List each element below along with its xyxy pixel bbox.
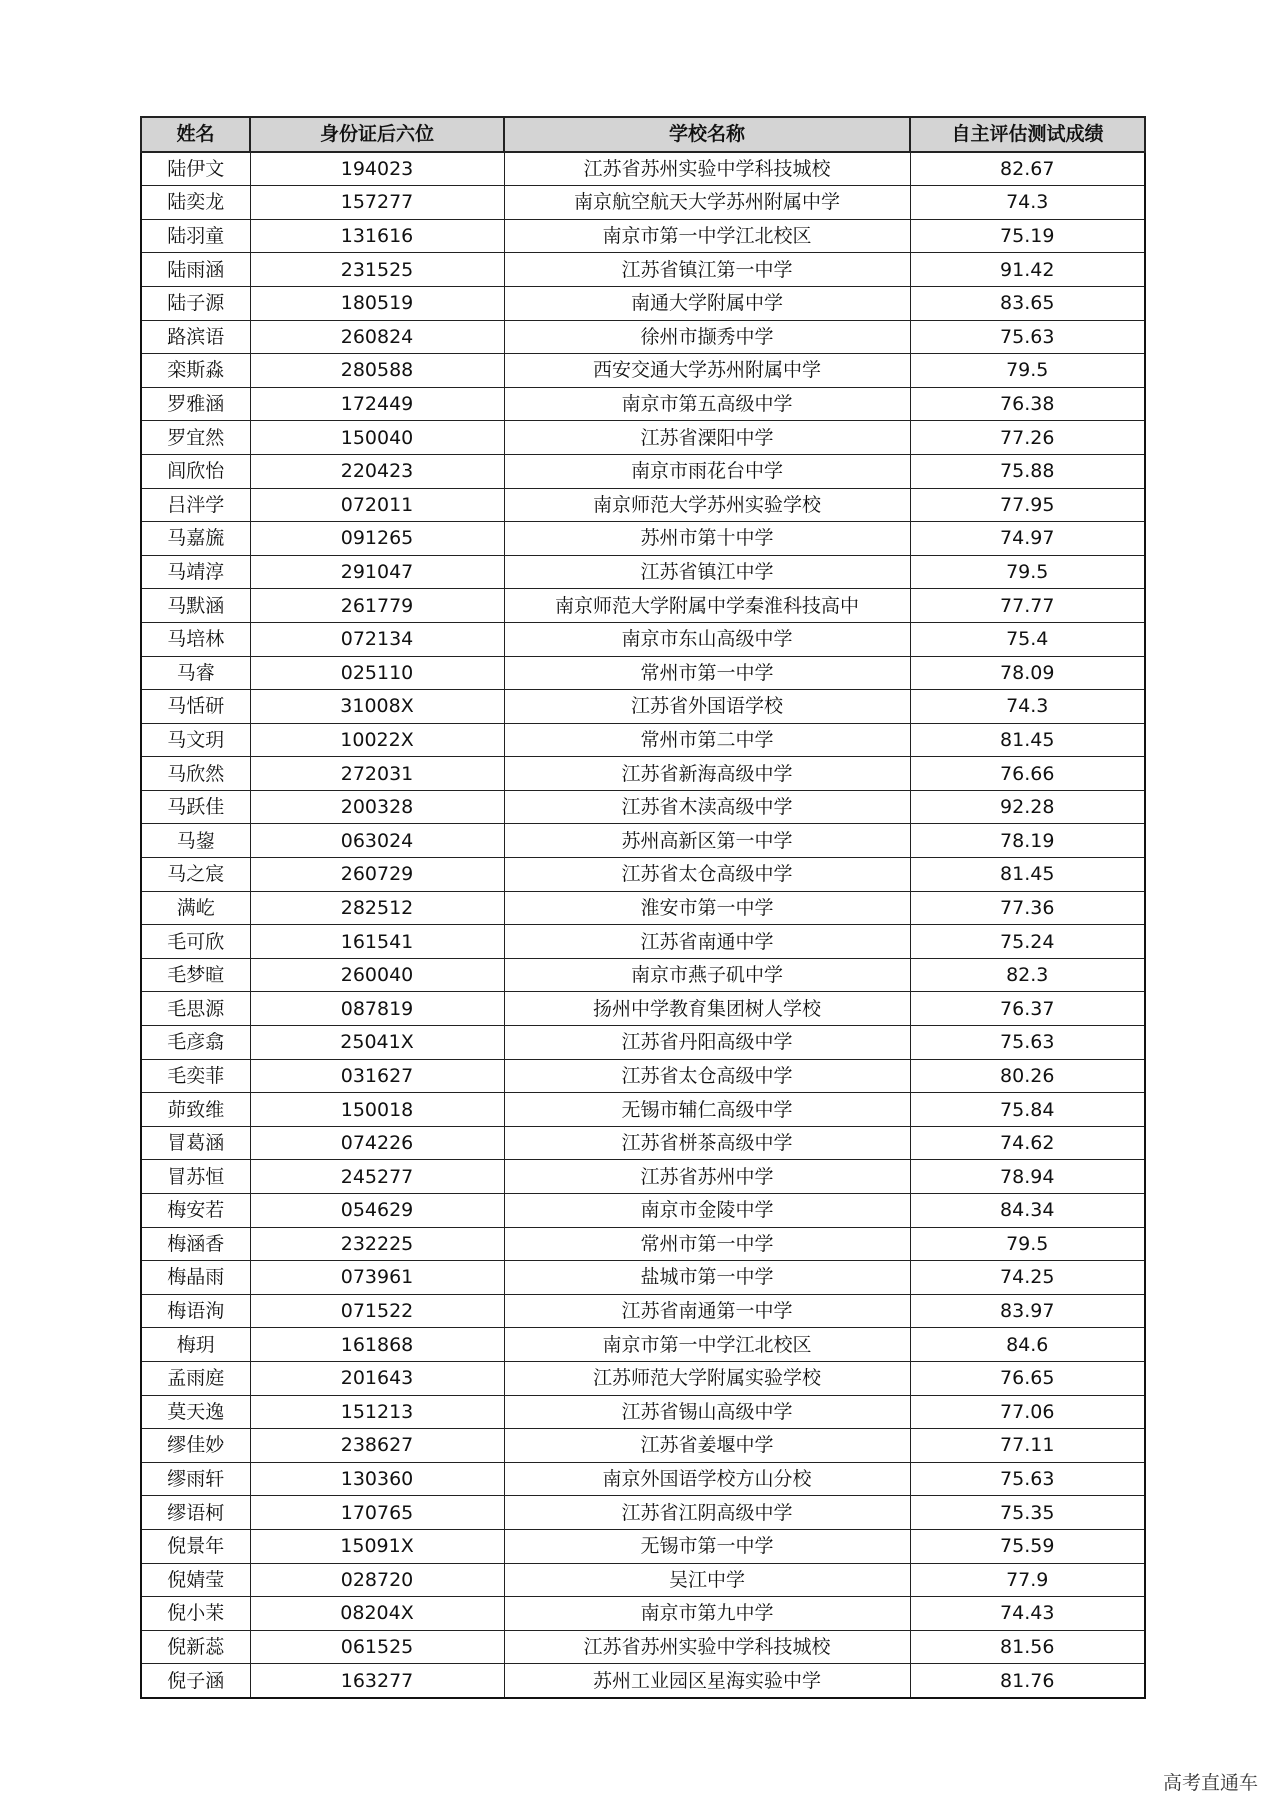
cell-id-last6: 260040 <box>250 958 504 992</box>
cell-school: 江苏省外国语学校 <box>504 690 910 724</box>
table-row <box>141 488 1145 522</box>
cell-id-last6: 15091X <box>250 1529 504 1563</box>
cell-school: 无锡市辅仁高级中学 <box>504 1093 910 1127</box>
cell-name: 倪新蕊 <box>141 1630 250 1664</box>
cell-name: 毛思源 <box>141 992 250 1026</box>
table-row <box>141 421 1145 455</box>
cell-id-last6: 201643 <box>250 1361 504 1395</box>
cell-id-last6: 161541 <box>250 925 504 959</box>
cell-score: 74.3 <box>910 186 1145 220</box>
cell-name: 闾欣怡 <box>141 454 250 488</box>
cell-score: 77.11 <box>910 1429 1145 1463</box>
table-row <box>141 152 1145 186</box>
cell-id-last6: 260729 <box>250 858 504 892</box>
cell-id-last6: 061525 <box>250 1630 504 1664</box>
cell-id-last6: 031627 <box>250 1059 504 1093</box>
cell-school: 苏州市第十中学 <box>504 522 910 556</box>
cell-score: 81.45 <box>910 723 1145 757</box>
cell-school: 南京师范大学苏州实验学校 <box>504 488 910 522</box>
cell-id-last6: 261779 <box>250 589 504 623</box>
table-row <box>141 186 1145 220</box>
cell-score: 77.77 <box>910 589 1145 623</box>
cell-id-last6: 194023 <box>250 152 504 186</box>
table-row <box>141 1529 1145 1563</box>
cell-name: 马跃佳 <box>141 790 250 824</box>
cell-school: 苏州工业园区星海实验中学 <box>504 1664 910 1698</box>
cell-name: 陆子源 <box>141 286 250 320</box>
table-row <box>141 1194 1145 1228</box>
cell-id-last6: 238627 <box>250 1429 504 1463</box>
cell-score: 77.06 <box>910 1395 1145 1429</box>
cell-school: 江苏省姜堰中学 <box>504 1429 910 1463</box>
table-row <box>141 790 1145 824</box>
cell-score: 81.45 <box>910 858 1145 892</box>
cell-school: 江苏省丹阳高级中学 <box>504 1026 910 1060</box>
cell-school: 江苏省太仓高级中学 <box>504 858 910 892</box>
cell-name: 马文玥 <box>141 723 250 757</box>
table-row <box>141 1294 1145 1328</box>
cell-name: 倪景年 <box>141 1529 250 1563</box>
cell-score: 74.43 <box>910 1597 1145 1631</box>
cell-score: 74.3 <box>910 690 1145 724</box>
cell-school: 常州市第二中学 <box>504 723 910 757</box>
cell-id-last6: 170765 <box>250 1496 504 1530</box>
table-row <box>141 1630 1145 1664</box>
cell-id-last6: 131616 <box>250 219 504 253</box>
cell-score: 81.76 <box>910 1664 1145 1698</box>
cell-id-last6: 130360 <box>250 1462 504 1496</box>
cell-score: 75.63 <box>910 1026 1145 1060</box>
table-row <box>141 522 1145 556</box>
cell-id-last6: 200328 <box>250 790 504 824</box>
table-row <box>141 958 1145 992</box>
cell-id-last6: 272031 <box>250 757 504 791</box>
cell-school: 扬州中学教育集团树人学校 <box>504 992 910 1026</box>
header-id-last6: 身份证后六位 <box>250 117 504 152</box>
cell-id-last6: 054629 <box>250 1194 504 1228</box>
cell-score: 74.25 <box>910 1261 1145 1295</box>
cell-school: 南京市第一中学江北校区 <box>504 1328 910 1362</box>
cell-score: 80.26 <box>910 1059 1145 1093</box>
table-row <box>141 622 1145 656</box>
cell-id-last6: 280588 <box>250 354 504 388</box>
table-row <box>141 454 1145 488</box>
cell-school: 江苏省苏州实验中学科技城校 <box>504 152 910 186</box>
cell-name: 梅语洵 <box>141 1294 250 1328</box>
cell-score: 81.56 <box>910 1630 1145 1664</box>
cell-score: 76.38 <box>910 387 1145 421</box>
cell-name: 梅涵香 <box>141 1227 250 1261</box>
table-row <box>141 1395 1145 1429</box>
cell-id-last6: 260824 <box>250 320 504 354</box>
cell-id-last6: 028720 <box>250 1563 504 1597</box>
cell-school: 盐城市第一中学 <box>504 1261 910 1295</box>
cell-name: 马之宸 <box>141 858 250 892</box>
cell-score: 78.19 <box>910 824 1145 858</box>
cell-id-last6: 087819 <box>250 992 504 1026</box>
cell-name: 缪佳妙 <box>141 1429 250 1463</box>
cell-id-last6: 245277 <box>250 1160 504 1194</box>
table-row <box>141 1227 1145 1261</box>
cell-name: 缪雨轩 <box>141 1462 250 1496</box>
cell-name: 马靖淳 <box>141 555 250 589</box>
cell-score: 92.28 <box>910 790 1145 824</box>
cell-score: 75.4 <box>910 622 1145 656</box>
table-row <box>141 1093 1145 1127</box>
table-row <box>141 286 1145 320</box>
cell-score: 79.5 <box>910 1227 1145 1261</box>
table-row <box>141 1563 1145 1597</box>
cell-id-last6: 071522 <box>250 1294 504 1328</box>
cell-school: 江苏省溧阳中学 <box>504 421 910 455</box>
cell-school: 徐州市撷秀中学 <box>504 320 910 354</box>
table-row <box>141 891 1145 925</box>
table-row <box>141 1328 1145 1362</box>
table-row <box>141 656 1145 690</box>
cell-id-last6: 08204X <box>250 1597 504 1631</box>
table-row <box>141 1462 1145 1496</box>
cell-school: 南京航空航天大学苏州附属中学 <box>504 186 910 220</box>
table-row <box>141 1261 1145 1295</box>
cell-name: 冒葛涵 <box>141 1126 250 1160</box>
cell-id-last6: 157277 <box>250 186 504 220</box>
table-row <box>141 1160 1145 1194</box>
cell-name: 马欣然 <box>141 757 250 791</box>
cell-id-last6: 072134 <box>250 622 504 656</box>
table-row <box>141 824 1145 858</box>
cell-name: 栾斯淼 <box>141 354 250 388</box>
cell-school: 江苏省锡山高级中学 <box>504 1395 910 1429</box>
cell-school: 南京市第一中学江北校区 <box>504 219 910 253</box>
cell-id-last6: 232225 <box>250 1227 504 1261</box>
cell-name: 马默涵 <box>141 589 250 623</box>
cell-name: 毛奕菲 <box>141 1059 250 1093</box>
cell-score: 76.65 <box>910 1361 1145 1395</box>
cell-school: 无锡市第一中学 <box>504 1529 910 1563</box>
cell-school: 南京市东山高级中学 <box>504 622 910 656</box>
cell-school: 南京市雨花台中学 <box>504 454 910 488</box>
table-row <box>141 757 1145 791</box>
table-row <box>141 589 1145 623</box>
cell-school: 江苏省镇江中学 <box>504 555 910 589</box>
cell-name: 马嘉旒 <box>141 522 250 556</box>
cell-name: 罗宜然 <box>141 421 250 455</box>
cell-score: 83.97 <box>910 1294 1145 1328</box>
cell-school: 淮安市第一中学 <box>504 891 910 925</box>
table-row <box>141 320 1145 354</box>
table-row <box>141 690 1145 724</box>
cell-id-last6: 25041X <box>250 1026 504 1060</box>
cell-score: 74.97 <box>910 522 1145 556</box>
table-row <box>141 723 1145 757</box>
cell-school: 江苏省新海高级中学 <box>504 757 910 791</box>
cell-school: 西安交通大学苏州附属中学 <box>504 354 910 388</box>
cell-school: 南京市燕子矶中学 <box>504 958 910 992</box>
cell-score: 75.24 <box>910 925 1145 959</box>
cell-score: 77.36 <box>910 891 1145 925</box>
cell-name: 冒苏恒 <box>141 1160 250 1194</box>
cell-school: 江苏省苏州中学 <box>504 1160 910 1194</box>
cell-name: 马培林 <box>141 622 250 656</box>
header-name: 姓名 <box>141 117 250 152</box>
cell-id-last6: 073961 <box>250 1261 504 1295</box>
cell-score: 75.19 <box>910 219 1145 253</box>
table-row <box>141 1429 1145 1463</box>
cell-school: 江苏师范大学附属实验学校 <box>504 1361 910 1395</box>
cell-name: 梅安若 <box>141 1194 250 1228</box>
cell-school: 常州市第一中学 <box>504 1227 910 1261</box>
table-row <box>141 925 1145 959</box>
cell-name: 路滨语 <box>141 320 250 354</box>
cell-name: 缪语柯 <box>141 1496 250 1530</box>
cell-name: 毛彦翕 <box>141 1026 250 1060</box>
table-row <box>141 219 1145 253</box>
table-row <box>141 858 1145 892</box>
table-row <box>141 1664 1145 1698</box>
cell-id-last6: 231525 <box>250 253 504 287</box>
cell-id-last6: 10022X <box>250 723 504 757</box>
cell-name: 吕泮学 <box>141 488 250 522</box>
cell-score: 79.5 <box>910 555 1145 589</box>
cell-name: 马鋆 <box>141 824 250 858</box>
cell-school: 南京外国语学校方山分校 <box>504 1462 910 1496</box>
table-row <box>141 387 1145 421</box>
cell-id-last6: 172449 <box>250 387 504 421</box>
cell-name: 罗雅涵 <box>141 387 250 421</box>
table-row <box>141 992 1145 1026</box>
cell-score: 77.26 <box>910 421 1145 455</box>
cell-school: 常州市第一中学 <box>504 656 910 690</box>
cell-school: 南京市第九中学 <box>504 1597 910 1631</box>
cell-school: 南京市金陵中学 <box>504 1194 910 1228</box>
cell-score: 77.9 <box>910 1563 1145 1597</box>
cell-score: 75.59 <box>910 1529 1145 1563</box>
cell-score: 83.65 <box>910 286 1145 320</box>
header-row <box>141 117 1145 152</box>
cell-id-last6: 180519 <box>250 286 504 320</box>
cell-score: 82.67 <box>910 152 1145 186</box>
cell-score: 75.63 <box>910 320 1145 354</box>
cell-school: 江苏省镇江第一中学 <box>504 253 910 287</box>
table-row <box>141 1059 1145 1093</box>
cell-score: 84.6 <box>910 1328 1145 1362</box>
cell-name: 陆羽童 <box>141 219 250 253</box>
cell-school: 江苏省江阴高级中学 <box>504 1496 910 1530</box>
cell-score: 78.09 <box>910 656 1145 690</box>
cell-school: 江苏省苏州实验中学科技城校 <box>504 1630 910 1664</box>
table-row <box>141 354 1145 388</box>
cell-name: 陆奕龙 <box>141 186 250 220</box>
cell-name: 陆伊文 <box>141 152 250 186</box>
cell-name: 倪子涵 <box>141 1664 250 1698</box>
cell-score: 84.34 <box>910 1194 1145 1228</box>
cell-id-last6: 282512 <box>250 891 504 925</box>
cell-name: 孟雨庭 <box>141 1361 250 1395</box>
table-row <box>141 1496 1145 1530</box>
cell-school: 南京市第五高级中学 <box>504 387 910 421</box>
header-score: 自主评估测试成绩 <box>910 117 1145 152</box>
watermark: 高考直通车 <box>1162 1772 1258 1794</box>
cell-id-last6: 151213 <box>250 1395 504 1429</box>
cell-score: 78.94 <box>910 1160 1145 1194</box>
header-school: 学校名称 <box>504 117 910 152</box>
cell-name: 茆致维 <box>141 1093 250 1127</box>
cell-id-last6: 063024 <box>250 824 504 858</box>
cell-id-last6: 072011 <box>250 488 504 522</box>
cell-name: 倪小茉 <box>141 1597 250 1631</box>
cell-id-last6: 161868 <box>250 1328 504 1362</box>
cell-score: 77.95 <box>910 488 1145 522</box>
table-row <box>141 1361 1145 1395</box>
cell-school: 南通大学附属中学 <box>504 286 910 320</box>
table-row <box>141 1597 1145 1631</box>
cell-school: 江苏省南通第一中学 <box>504 1294 910 1328</box>
cell-id-last6: 163277 <box>250 1664 504 1698</box>
cell-name: 满屹 <box>141 891 250 925</box>
cell-score: 76.37 <box>910 992 1145 1026</box>
cell-score: 75.88 <box>910 454 1145 488</box>
cell-score: 75.63 <box>910 1462 1145 1496</box>
table-row <box>141 1126 1145 1160</box>
cell-id-last6: 074226 <box>250 1126 504 1160</box>
table-row <box>141 253 1145 287</box>
cell-score: 79.5 <box>910 354 1145 388</box>
cell-id-last6: 291047 <box>250 555 504 589</box>
cell-school: 苏州高新区第一中学 <box>504 824 910 858</box>
cell-school: 江苏省木渎高级中学 <box>504 790 910 824</box>
cell-name: 马恬研 <box>141 690 250 724</box>
cell-name: 马睿 <box>141 656 250 690</box>
cell-name: 陆雨涵 <box>141 253 250 287</box>
cell-id-last6: 220423 <box>250 454 504 488</box>
cell-id-last6: 025110 <box>250 656 504 690</box>
cell-id-last6: 150018 <box>250 1093 504 1127</box>
cell-school: 江苏省南通中学 <box>504 925 910 959</box>
cell-school: 江苏省太仓高级中学 <box>504 1059 910 1093</box>
cell-score: 82.3 <box>910 958 1145 992</box>
cell-id-last6: 091265 <box>250 522 504 556</box>
score-table <box>140 116 1146 1699</box>
cell-score: 76.66 <box>910 757 1145 791</box>
cell-score: 74.62 <box>910 1126 1145 1160</box>
cell-name: 梅玥 <box>141 1328 250 1362</box>
cell-score: 91.42 <box>910 253 1145 287</box>
cell-school: 江苏省栟茶高级中学 <box>504 1126 910 1160</box>
cell-name: 梅晶雨 <box>141 1261 250 1295</box>
cell-score: 75.35 <box>910 1496 1145 1530</box>
cell-id-last6: 150040 <box>250 421 504 455</box>
cell-id-last6: 31008X <box>250 690 504 724</box>
cell-name: 毛梦暄 <box>141 958 250 992</box>
cell-name: 毛可欣 <box>141 925 250 959</box>
cell-school: 南京师范大学附属中学秦淮科技高中 <box>504 589 910 623</box>
cell-score: 75.84 <box>910 1093 1145 1127</box>
cell-name: 倪婧莹 <box>141 1563 250 1597</box>
table-row <box>141 555 1145 589</box>
cell-name: 莫天逸 <box>141 1395 250 1429</box>
cell-school: 吴江中学 <box>504 1563 910 1597</box>
table-row <box>141 1026 1145 1060</box>
